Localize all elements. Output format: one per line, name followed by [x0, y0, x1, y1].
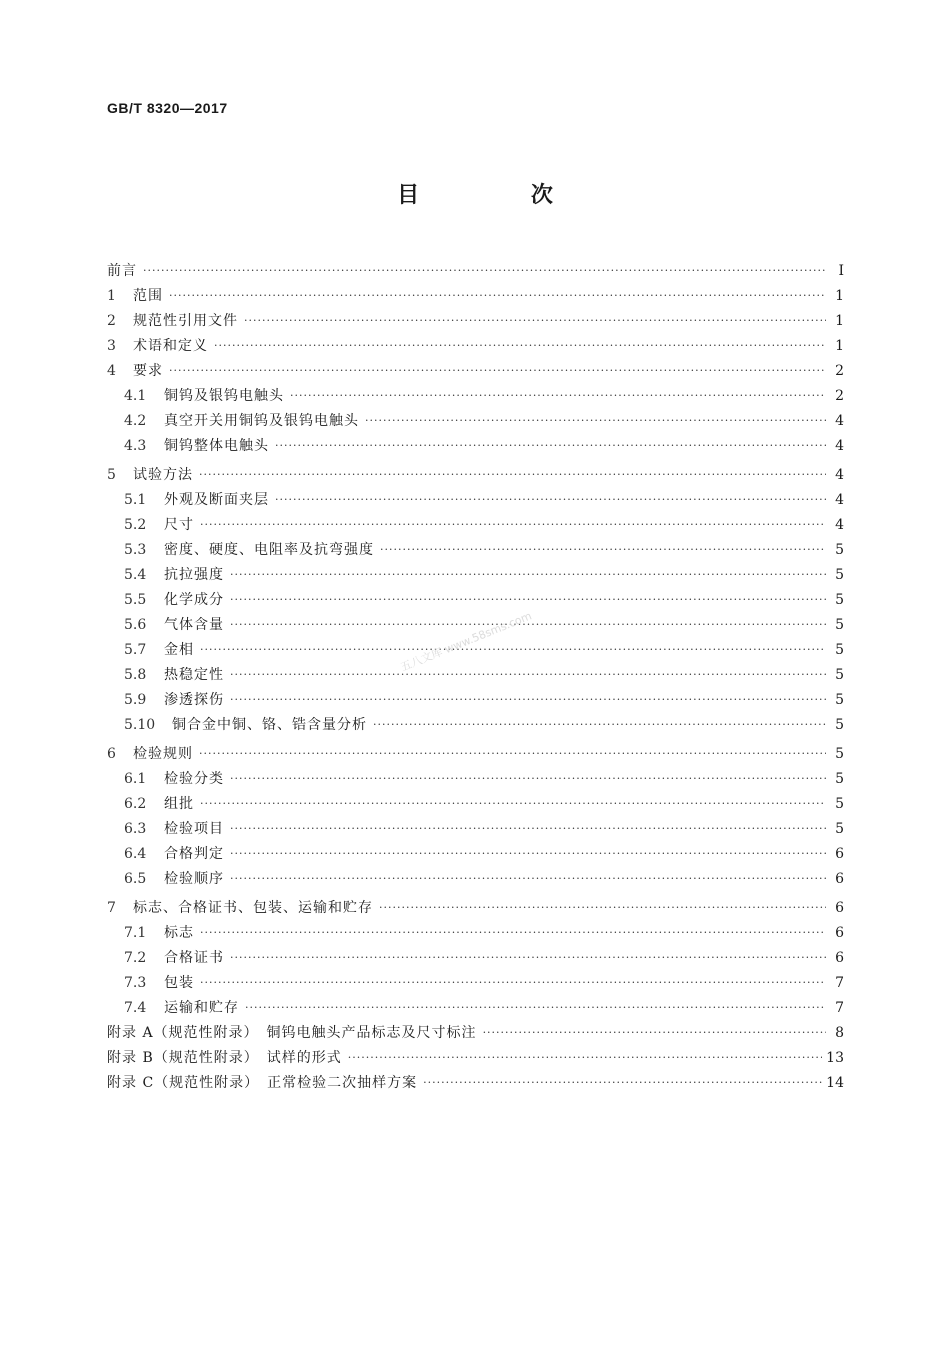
toc-leader-dots [169, 358, 826, 383]
toc-entry-text: 附录 B（规范性附录） 试样的形式 [107, 1050, 342, 1066]
toc-entry-number: 5.3 [124, 542, 147, 558]
toc-leader-dots [214, 333, 826, 358]
toc-entry-text: 规范性引用文件 [133, 313, 238, 329]
toc-leader-dots [200, 920, 826, 945]
toc-entry-text: 合格证书 [164, 950, 224, 966]
toc-entry-text: 渗透探伤 [164, 692, 224, 708]
toc-entry-7-2[interactable] [107, 946, 844, 971]
toc-entry-page: 4 [835, 517, 844, 533]
toc-entry-number: 7.3 [124, 975, 147, 991]
toc-entry-number: 5.10 [124, 717, 156, 733]
toc-leader-dots [423, 1070, 822, 1095]
toc-entry-page: 5 [835, 592, 844, 608]
toc-entry-page: 5 [835, 642, 844, 658]
toc-entry-number: 5 [107, 467, 116, 483]
toc-entry-foreword[interactable] [107, 259, 844, 284]
toc-entry-text: 附录 C（规范性附录） 正常检验二次抽样方案 [107, 1075, 418, 1091]
toc-entry-page: 14 [826, 1075, 844, 1091]
toc-entry-6-5[interactable] [107, 867, 844, 892]
toc-entry-text: 金相 [164, 642, 194, 658]
toc-entry-5-5[interactable] [107, 588, 844, 613]
toc-entry-4-3[interactable] [107, 434, 844, 459]
toc-leader-dots [379, 895, 826, 920]
toc-entry-page: Ⅰ [838, 263, 844, 279]
toc-entry-6-3[interactable] [107, 817, 844, 842]
toc-leader-dots [200, 637, 826, 662]
toc-entry-page: 5 [835, 542, 844, 558]
toc-leader-dots [365, 408, 826, 433]
toc-entry-text: 铜钨及银钨电触头 [164, 388, 284, 404]
toc-entry-page: 5 [835, 692, 844, 708]
toc-entry-page: 5 [835, 717, 844, 733]
toc-entry-page: 4 [835, 438, 844, 454]
toc-leader-dots [200, 791, 826, 816]
toc-entry-number: 5.1 [124, 492, 147, 508]
toc-entry-text: 组批 [164, 796, 194, 812]
toc-entry-number: 5.2 [124, 517, 147, 533]
toc-entry-7-4[interactable] [107, 996, 844, 1021]
document-code: GB/T 8320—2017 [107, 100, 228, 116]
toc-entry-appendix-a[interactable] [107, 1021, 844, 1046]
toc-leader-dots [230, 687, 826, 712]
toc-entry-page: 7 [835, 975, 844, 991]
toc-entry-text: 检验项目 [164, 821, 224, 837]
toc-entry-text: 试验方法 [133, 467, 193, 483]
toc-entry-4[interactable] [107, 359, 844, 384]
toc-entry-4-1[interactable] [107, 384, 844, 409]
toc-entry-page: 7 [835, 1000, 844, 1016]
toc-leader-dots [380, 537, 826, 562]
toc-entry-text: 范围 [133, 288, 163, 304]
toc-entry-1[interactable] [107, 284, 844, 309]
toc-leader-dots [348, 1045, 822, 1070]
toc-entry-6-2[interactable] [107, 792, 844, 817]
toc-entry-text: 术语和定义 [133, 338, 208, 354]
toc-leader-dots [230, 945, 826, 970]
toc-entry-6-1[interactable] [107, 767, 844, 792]
toc-entry-number: 5.9 [124, 692, 147, 708]
toc-entry-text: 检验分类 [164, 771, 224, 787]
toc-entry-page: 2 [835, 363, 844, 379]
toc-entry-page: 1 [835, 288, 844, 304]
toc-entry-5-3[interactable] [107, 538, 844, 563]
toc-entry-page: 2 [835, 388, 844, 404]
toc-entry-appendix-c[interactable] [107, 1071, 844, 1096]
toc-leader-dots [275, 487, 826, 512]
toc-entry-3[interactable] [107, 334, 844, 359]
toc-leader-dots [483, 1020, 826, 1045]
toc-entry-6[interactable] [107, 742, 844, 767]
toc-entry-text: 附录 A（规范性附录） 铜钨电触头产品标志及尺寸标注 [107, 1025, 477, 1041]
toc-leader-dots [200, 970, 826, 995]
toc-entry-page: 6 [835, 950, 844, 966]
toc-entry-number: 5.7 [124, 642, 147, 658]
toc-entry-page: 1 [835, 313, 844, 329]
toc-leader-dots [230, 816, 826, 841]
toc-leader-dots [290, 383, 826, 408]
toc-entry-number: 5.8 [124, 667, 147, 683]
table-of-contents [107, 259, 844, 1096]
toc-entry-7-3[interactable] [107, 971, 844, 996]
toc-entry-text: 铜钨整体电触头 [164, 438, 269, 454]
toc-entry-number: 6.4 [124, 846, 147, 862]
toc-leader-dots [230, 841, 826, 866]
toc-leader-dots [200, 512, 826, 537]
toc-entry-number: 7.4 [124, 1000, 147, 1016]
toc-entry-number: 2 [107, 313, 116, 329]
toc-leader-dots [169, 283, 826, 308]
toc-entry-text: 外观及断面夹层 [164, 492, 269, 508]
toc-entry-page: 5 [835, 667, 844, 683]
toc-entry-page: 4 [835, 492, 844, 508]
toc-entry-number: 7 [107, 900, 116, 916]
toc-entry-page: 5 [835, 771, 844, 787]
toc-entry-number: 3 [107, 338, 116, 354]
toc-entry-text: 合格判定 [164, 846, 224, 862]
toc-entry-2[interactable] [107, 309, 844, 334]
toc-leader-dots [199, 741, 826, 766]
toc-entry-text: 前言 [107, 263, 137, 279]
toc-entry-number: 6.2 [124, 796, 147, 812]
toc-leader-dots [373, 712, 826, 737]
toc-leader-dots [275, 433, 826, 458]
page-title: 目 次 [397, 183, 605, 208]
toc-entry-text: 真空开关用铜钨及银钨电触头 [164, 413, 359, 429]
toc-entry-number: 7.1 [124, 925, 147, 941]
toc-entry-text: 检验顺序 [164, 871, 224, 887]
toc-entry-5-9[interactable] [107, 688, 844, 713]
toc-entry-page: 8 [835, 1025, 844, 1041]
toc-entry-number: 5.5 [124, 592, 147, 608]
toc-leader-dots [230, 662, 826, 687]
toc-entry-number: 5.6 [124, 617, 147, 633]
toc-entry-number: 6.1 [124, 771, 147, 787]
toc-entry-page: 5 [835, 796, 844, 812]
toc-entry-text: 化学成分 [164, 592, 224, 608]
toc-entry-number: 7.2 [124, 950, 147, 966]
toc-entry-number: 4.3 [124, 438, 147, 454]
toc-entry-text: 气体含量 [164, 617, 224, 633]
toc-entry-5-8[interactable] [107, 663, 844, 688]
toc-entry-number: 6 [107, 746, 116, 762]
toc-entry-page: 5 [835, 567, 844, 583]
toc-entry-number: 1 [107, 288, 116, 304]
toc-entry-4-2[interactable] [107, 409, 844, 434]
toc-entry-5-1[interactable] [107, 488, 844, 513]
toc-entry-page: 4 [835, 467, 844, 483]
toc-entry-5[interactable] [107, 463, 844, 488]
toc-entry-page: 6 [835, 900, 844, 916]
toc-entry-text: 标志、合格证书、包装、运输和贮存 [133, 900, 373, 916]
toc-entry-5-10[interactable] [107, 713, 844, 738]
toc-leader-dots [230, 562, 826, 587]
toc-entry-text: 抗拉强度 [164, 567, 224, 583]
toc-entry-5-2[interactable] [107, 513, 844, 538]
watermark: 五八文库 www.58sms.com [398, 609, 534, 674]
toc-entry-text: 尺寸 [164, 517, 194, 533]
toc-entry-page: 5 [835, 746, 844, 762]
toc-entry-number: 5.4 [124, 567, 147, 583]
toc-leader-dots [143, 258, 826, 283]
toc-entry-page: 6 [835, 871, 844, 887]
toc-entry-number: 4 [107, 363, 116, 379]
toc-entry-number: 4.2 [124, 413, 147, 429]
toc-entry-number: 4.1 [124, 388, 147, 404]
toc-entry-text: 标志 [164, 925, 194, 941]
toc-entry-page: 13 [826, 1050, 844, 1066]
toc-leader-dots [230, 866, 826, 891]
toc-entry-appendix-b[interactable] [107, 1046, 844, 1071]
toc-leader-dots [230, 766, 826, 791]
toc-entry-text: 运输和贮存 [164, 1000, 239, 1016]
toc-leader-dots [199, 462, 826, 487]
toc-entry-number: 6.5 [124, 871, 147, 887]
toc-entry-5-4[interactable] [107, 563, 844, 588]
toc-entry-text: 检验规则 [133, 746, 193, 762]
toc-entry-7-1[interactable] [107, 921, 844, 946]
toc-entry-page: 6 [835, 846, 844, 862]
toc-entry-page: 1 [835, 338, 844, 354]
toc-entry-page: 5 [835, 821, 844, 837]
toc-leader-dots [244, 308, 826, 333]
toc-entry-text: 铜合金中铜、铬、锆含量分析 [172, 717, 367, 733]
toc-entry-page: 5 [835, 617, 844, 633]
toc-entry-text: 包装 [164, 975, 194, 991]
toc-entry-6-4[interactable] [107, 842, 844, 867]
toc-entry-7[interactable] [107, 896, 844, 921]
toc-entry-text: 热稳定性 [164, 667, 224, 683]
toc-entry-page: 6 [835, 925, 844, 941]
toc-entry-number: 6.3 [124, 821, 147, 837]
toc-leader-dots [245, 995, 826, 1020]
toc-entry-text: 要求 [133, 363, 163, 379]
toc-entry-page: 4 [835, 413, 844, 429]
toc-entry-text: 密度、硬度、电阻率及抗弯强度 [164, 542, 374, 558]
